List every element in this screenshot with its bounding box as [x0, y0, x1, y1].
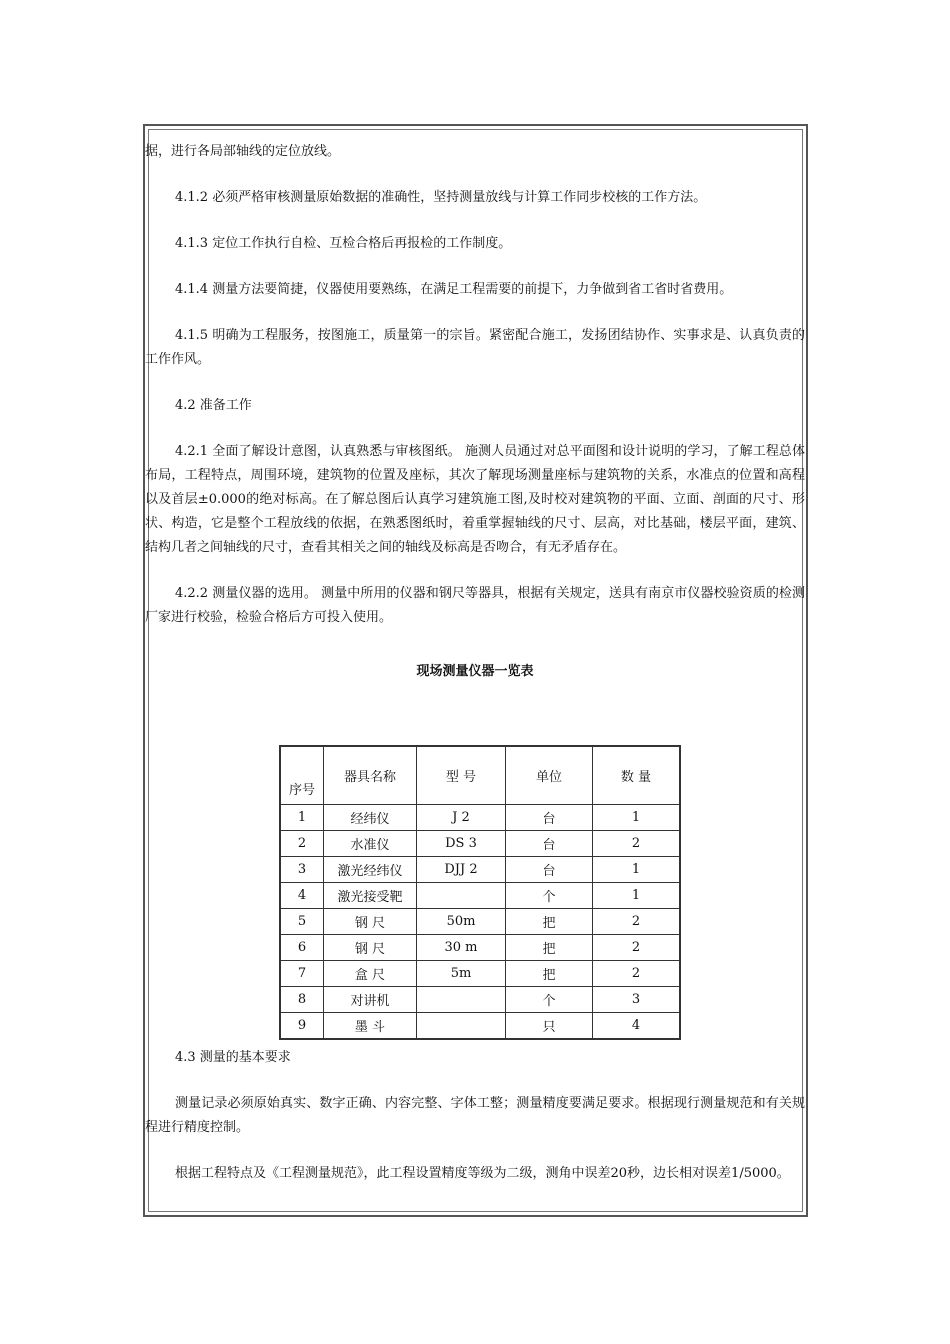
cell-model — [417, 883, 506, 909]
cell-index: 2 — [280, 831, 324, 857]
cell-model: 5m — [417, 961, 506, 987]
table-row — [280, 831, 680, 857]
cell-quantity: 4 — [593, 1013, 681, 1040]
section-heading-4-3: 4.3 测量的基本要求 — [175, 1050, 291, 1065]
cell-unit: 个 — [506, 987, 593, 1013]
header-index: 序号 — [280, 746, 324, 805]
table-title: 现场测量仪器一览表 — [416, 664, 534, 679]
table-row — [280, 1013, 680, 1040]
document-body — [145, 140, 805, 684]
table-row — [280, 857, 680, 883]
cell-index: 6 — [280, 935, 324, 961]
cell-model: 30 m — [417, 935, 506, 961]
cell-quantity: 1 — [593, 805, 681, 831]
cell-name: 钢 尺 — [324, 935, 417, 961]
cell-name: 墨 斗 — [324, 1013, 417, 1040]
cell-unit: 只 — [506, 1013, 593, 1040]
cell-quantity: 1 — [593, 857, 681, 883]
cell-name: 激光经纬仪 — [324, 857, 417, 883]
cell-name: 对讲机 — [324, 987, 417, 1013]
paragraph-4-1-4: 4.1.4 测量方法要简捷，仪器使用要熟练，在满足工程需要的前提下，力争做到省工省时省费用。 — [175, 282, 733, 297]
cell-index: 7 — [280, 961, 324, 987]
section-heading-4-2: 4.2 准备工作 — [175, 398, 252, 413]
cell-name: 水准仪 — [324, 831, 417, 857]
table-row — [280, 883, 680, 909]
cell-unit: 个 — [506, 883, 593, 909]
cell-unit: 台 — [506, 805, 593, 831]
paragraph-4-1-2: 4.1.2 必须严格审核测量原始数据的准确性，坚持测量放线与计算工作同步校核的工作方法。 — [175, 190, 707, 205]
paragraph-4-2-1: 4.2.1 全面了解设计意图，认真熟悉与审核图纸。 施测人员通过对总平面图和设计说明的学习，了解工程总体布局，工程特点，周围环境，建筑物的位置及座标，其次了解现场测量座标与建筑物的关系，水准点的位置和高程以及首层±0.000的绝对标高。在了解总图后认真学习建筑施工图,及时校对建筑物的平面、立面、剖面的尺寸、形状、构造，它是整个工程放线的依据，在熟悉图纸时，着重掌握轴线的尺寸、层高，对比基础，楼层平面，建筑、结构几者之间轴线的尺寸，查看其相关之间的轴线及标高是否吻合，有无矛盾存在。 — [145, 444, 805, 555]
cell-model — [417, 1013, 506, 1040]
instrument-table — [279, 745, 681, 1040]
cell-unit: 把 — [506, 961, 593, 987]
cell-index: 4 — [280, 883, 324, 909]
cell-model: J 2 — [417, 805, 506, 831]
cell-index: 8 — [280, 987, 324, 1013]
document-body-lower — [145, 1046, 805, 1186]
cell-name: 钢 尺 — [324, 909, 417, 935]
cell-quantity: 1 — [593, 883, 681, 909]
cell-quantity: 2 — [593, 831, 681, 857]
paragraph-4-1-3: 4.1.3 定位工作执行自检、互检合格后再报检的工作制度。 — [175, 236, 512, 251]
cell-model: DS 3 — [417, 831, 506, 857]
table-row — [280, 805, 680, 831]
cell-name: 盒 尺 — [324, 961, 417, 987]
cell-index: 9 — [280, 1013, 324, 1040]
table-row — [280, 961, 680, 987]
cell-quantity: 3 — [593, 987, 681, 1013]
cell-unit: 台 — [506, 857, 593, 883]
table-header-row — [280, 746, 680, 805]
cell-model: DJJ 2 — [417, 857, 506, 883]
cell-quantity: 2 — [593, 909, 681, 935]
header-quantity: 数 量 — [593, 746, 681, 805]
cell-quantity: 2 — [593, 961, 681, 987]
cell-index: 3 — [280, 857, 324, 883]
cell-name: 激光接受靶 — [324, 883, 417, 909]
header-unit: 单位 — [506, 746, 593, 805]
paragraph-precision-grade: 根据工程特点及《工程测量规范》，此工程设置精度等级为二级，测角中误差20秒，边长相对误差1/5000。 — [175, 1166, 790, 1181]
cell-model — [417, 987, 506, 1013]
cell-unit: 把 — [506, 909, 593, 935]
cell-model: 50m — [417, 909, 506, 935]
header-name: 器具名称 — [324, 746, 417, 805]
cell-unit: 台 — [506, 831, 593, 857]
paragraph-4-2-2: 4.2.2 测量仪器的选用。 测量中所用的仪器和钢尺等器具，根据有关规定，送具有南京市仪器校验资质的检测厂家进行校验，检验合格后方可投入使用。 — [145, 586, 805, 625]
table-row — [280, 935, 680, 961]
cell-name: 经纬仪 — [324, 805, 417, 831]
cell-quantity: 2 — [593, 935, 681, 961]
cell-index: 1 — [280, 805, 324, 831]
paragraph-continuation: 据，进行各局部轴线的定位放线。 — [145, 144, 341, 159]
cell-unit: 把 — [506, 935, 593, 961]
header-model: 型 号 — [417, 746, 506, 805]
table-row — [280, 987, 680, 1013]
table-row — [280, 909, 680, 935]
paragraph-4-1-5: 4.1.5 明确为工程服务，按图施工，质量第一的宗旨。紧密配合施工，发扬团结协作、实事求是、认真负责的工作作风。 — [145, 328, 805, 367]
paragraph-record-requirements: 测量记录必须原始真实、数字正确、内容完整、字体工整；测量精度要满足要求。根据现行测量规范和有关规程进行精度控制。 — [145, 1096, 805, 1135]
cell-index: 5 — [280, 909, 324, 935]
